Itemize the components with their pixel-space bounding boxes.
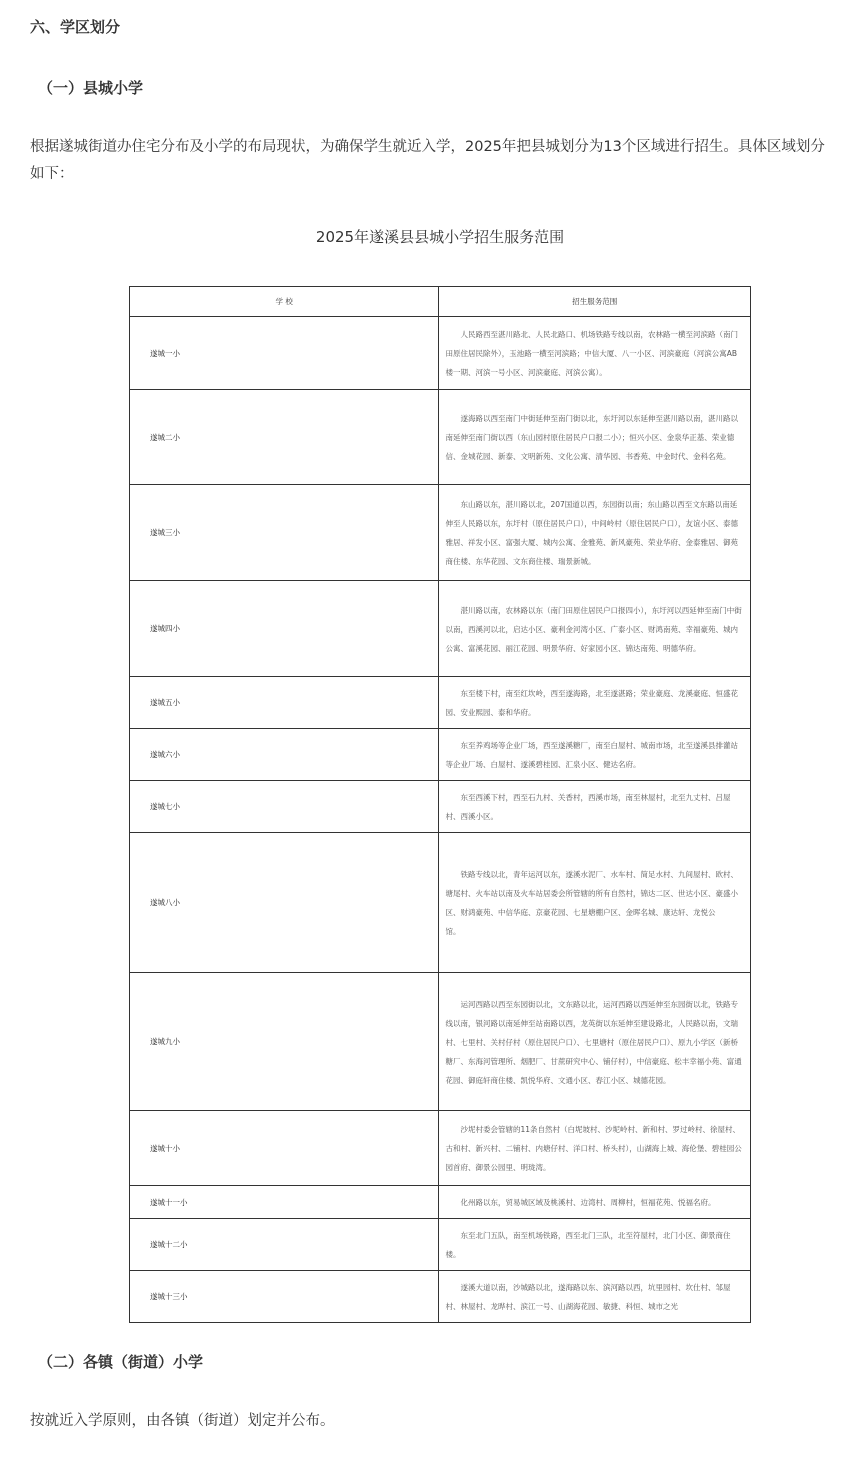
header-range: 招生服务范围 xyxy=(439,287,751,317)
table-row xyxy=(130,1271,751,1323)
table-row xyxy=(130,390,751,485)
table-title: 2025年遂溪县县城小学招生服务范围 xyxy=(315,228,565,246)
table-row xyxy=(130,581,751,677)
school-name: 遂城四小 xyxy=(130,581,439,677)
school-name: 遂城十小 xyxy=(130,1111,439,1186)
table-row xyxy=(130,729,751,781)
table-row xyxy=(130,677,751,729)
table-row xyxy=(130,833,751,973)
subsection-heading-towns: （二）各镇（街道）小学 xyxy=(38,1353,204,1371)
table-row xyxy=(130,485,751,581)
service-range: 东山路以东，湛川路以北，207国道以西，东园街以南；东山路以西至文东路以南延伸至人民路以东，东圩村（原住居民户口），中间岭村（原住居民户口），友谊小区、泰德雅居、祥发小区、富强大厦、城内公寓、金雅苑、新风豪苑、荣业华府、金泰雅居、御苑商住楼、东华花园、文东商住楼、瑞景新城。 xyxy=(439,485,751,581)
school-name: 遂城十二小 xyxy=(130,1219,439,1271)
service-range-text: 铁路专线以北，青年运河以东，遂溪水泥厂、水车村、简足水村、九间屋村、欧村、塘尾村、火车站以南及火车站居委会所管辖的所有自然村，锦达二区、世达小区、豪盛小区、财鸿豪苑、中信华庭、京豪花园、七星塘棚户区、金晖名城、康达轩、龙悦公 xyxy=(445,870,738,917)
table-row xyxy=(130,781,751,833)
school-name: 遂城六小 xyxy=(130,729,439,781)
service-range: 运河西路以西至东园街以北，文东路以北，运河西路以西延伸至东园街以北，铁路专线以南，银河路以南延伸至站南路以西，龙英街以东延伸至建设路北，人民路以南，文瑞村、七里村、关村仔村（原住居民户口）、七里塘村（原住居民户口）、原九小学区（新桥糖厂、东海河管理所、烟肥厂、甘蔗研究中心、铺仔村），中信豪庭、松丰幸福小苑、富通花园、御庭轩商住楼、凯悦华府、文通小区、春江小区、城德花园。 xyxy=(439,973,751,1111)
school-name: 遂城十三小 xyxy=(130,1271,439,1323)
service-range-tail: 馆。 xyxy=(445,927,461,936)
service-range: 湛川路以南，农林路以东（南门田原住居民户口报四小），东圩河以西延伸至南门中街以南，西溪河以北，启达小区、豪利金河湾小区、广泰小区、财鸿南苑、幸福豪苑、城内公寓、富溪花园、丽江花园、明景华府、好家园小区、锦达南苑、明德华府。 xyxy=(439,581,751,677)
closing-paragraph: 按就近入学原则，由各镇（街道）划定并公布。 xyxy=(30,1413,335,1429)
school-name: 遂城九小 xyxy=(130,973,439,1111)
table-row xyxy=(130,1111,751,1186)
table-row xyxy=(130,1186,751,1219)
table-row xyxy=(130,317,751,390)
section-heading: 六、学区划分 xyxy=(30,18,121,36)
intro-paragraph: 根据遂城街道办住宅分布及小学的布局现状，为确保学生就近入学，2025年把县城划分为13个区域进行招生。具体区域划分如下： xyxy=(30,139,825,182)
school-name: 遂城八小 xyxy=(130,833,439,973)
service-range: 东至西溪下村，西至石九村、关香村，西溪市场，南至林屋村，北至九丈村、吕屋村、西溪小区。 xyxy=(439,781,751,833)
service-range: 遂溪大道以南，沙城路以北，遂海路以东、滨河路以西，坑里园村、坎仕村、邹屋村、林屋村、龙晔村、滨江一号、山湖海花园、敏捷、科恒、城市之光 xyxy=(439,1271,751,1323)
table-row xyxy=(130,1219,751,1271)
service-range: 东至北门五队，南至机场铁路，西至北门三队，北至符屋村，北门小区、御景商住楼。 xyxy=(439,1219,751,1271)
school-name: 遂城十一小 xyxy=(130,1186,439,1219)
school-name: 遂城一小 xyxy=(130,317,439,390)
school-name: 遂城二小 xyxy=(130,390,439,485)
service-range: 沙坭村委会管辖的11条自然村（白坭坡村、沙坭岭村、新和村、罗过岭村、徐屋村、古和村、新兴村、二铺村、内塘仔村、洋口村、桥头村），山湖海上城、海伦堡、碧桂园公园首府、御景公园里、明珑湾。 xyxy=(439,1111,751,1186)
service-range: 东至养鸡场等企业厂场，西至遂溪糖厂，南至白屋村、城南市场，北至遂溪县排灌站等企业厂场、白屋村、遂溪碧桂园、汇泉小区、健达名府。 xyxy=(439,729,751,781)
table-row xyxy=(130,973,751,1111)
service-range: 人民路西至湛川路北、人民北路口、机场铁路专线以南，农林路一横至河滨路（南门田原住居民除外），玉池路一横至河滨路；中信大厦、八一小区、河滨豪庭（河滨公寓AB楼一期、河滨一号小区、河滨豪庭、河滨公寓）。 xyxy=(439,317,751,390)
table-header-row xyxy=(130,287,751,317)
service-range: 遂海路以西至南门中街延伸至南门街以北，东圩河以东延伸至湛川路以南，湛川路以南延伸至南门街以西（东山园村原住居民户口报二小）；恒兴小区、金泉华正基、荣业德信、金城花园、新泰、文明新苑、文化公寓、清华园、书香苑、中金时代、金科名苑。 xyxy=(439,390,751,485)
service-range xyxy=(439,833,751,973)
subsection-heading-county: （一）县城小学 xyxy=(38,79,144,97)
service-range: 东至楼下村，南至红坎岭，西至遂海路，北至遂湛路；荣业豪庭、龙溪豪庭、恒盛花园、安业熙园、泰和华府。 xyxy=(439,677,751,729)
enrollment-zone-table xyxy=(129,286,751,1323)
school-name: 遂城三小 xyxy=(130,485,439,581)
school-name: 遂城五小 xyxy=(130,677,439,729)
service-range: 化州路以东，贸易城区域及桃溪村、边湾村、周柳村，恒福花苑、悦福名府。 xyxy=(439,1186,751,1219)
school-name: 遂城七小 xyxy=(130,781,439,833)
header-school: 学 校 xyxy=(130,287,439,317)
